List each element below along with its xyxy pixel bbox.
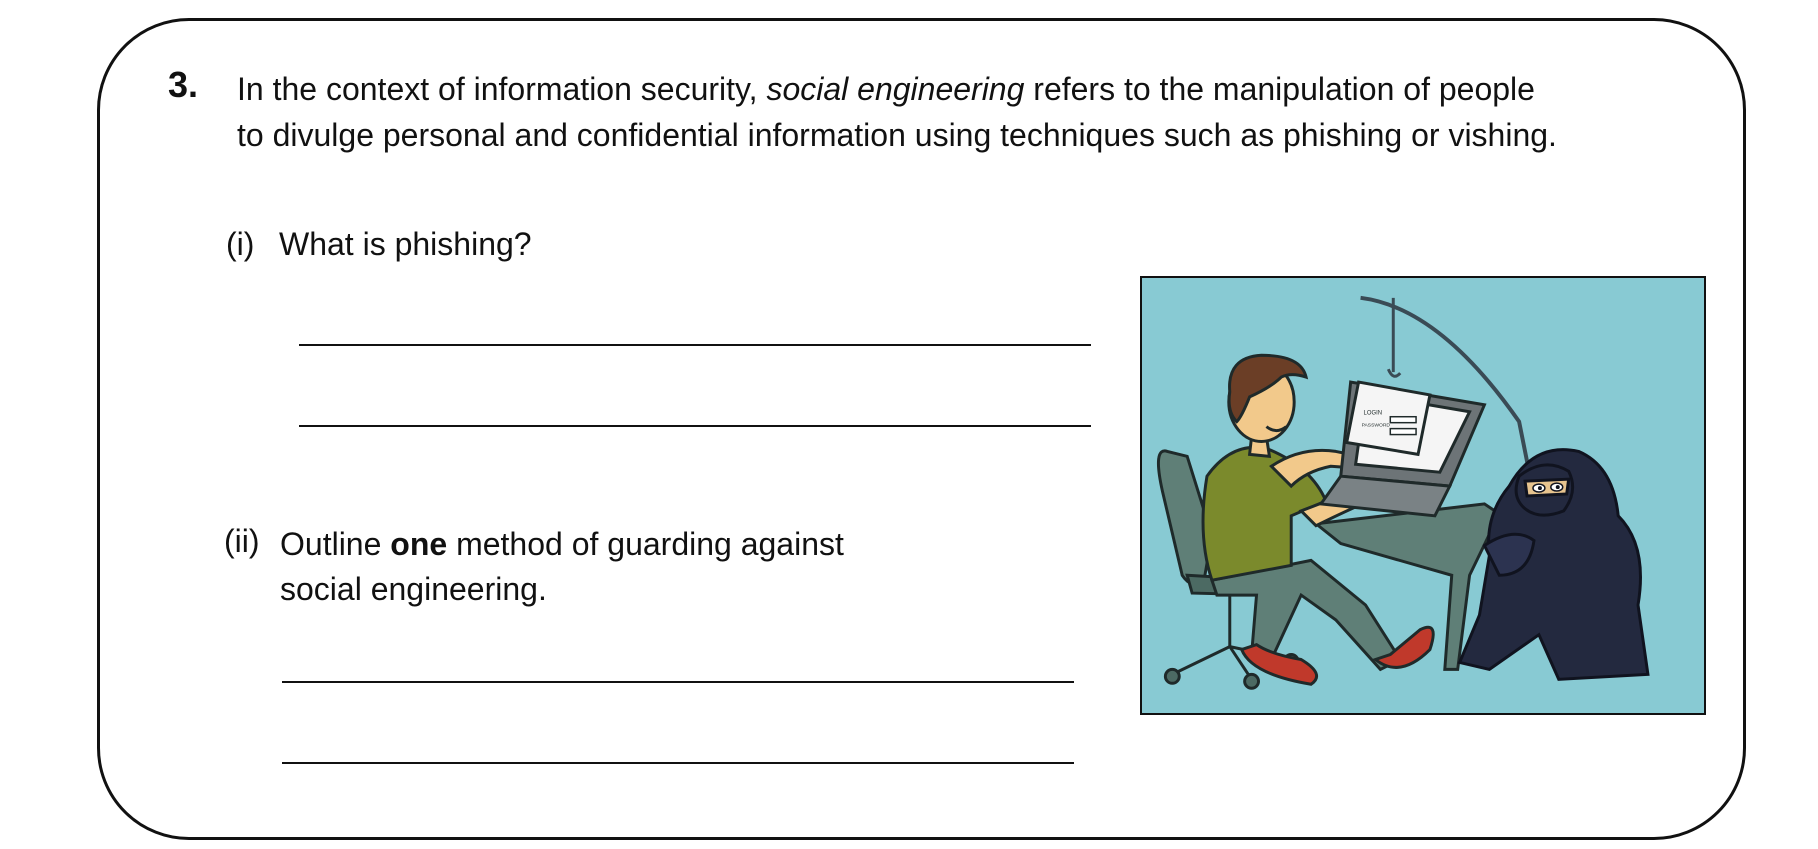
part-ii-text-rest: method of guarding against xyxy=(447,526,844,562)
answer-line-ii-1[interactable] xyxy=(282,681,1074,683)
intro-text-rest: refers to the manipulation of people xyxy=(1024,71,1535,107)
part-ii-label: (ii) xyxy=(224,523,260,559)
answer-line-i-2[interactable] xyxy=(299,425,1091,427)
phishing-scene xyxy=(1142,278,1704,713)
intro-text: In the context of information security, xyxy=(237,71,767,107)
answer-line-ii-2[interactable] xyxy=(282,762,1074,764)
part-ii-question xyxy=(280,522,844,612)
phishing-illustration xyxy=(1140,276,1706,715)
hooded-thief xyxy=(1460,450,1648,680)
password-label: PASSWORD xyxy=(1361,423,1391,429)
part-ii-line-2: social engineering. xyxy=(280,571,547,607)
question-number: 3. xyxy=(168,64,199,105)
intro-line-2: to divulge personal and confidential information using techniques such as phishing or vishing. xyxy=(237,117,1557,153)
password-field xyxy=(1390,429,1416,435)
part-i-label: (i) xyxy=(226,226,255,262)
login-card xyxy=(1347,382,1430,454)
login-label: LOGIN xyxy=(1363,410,1383,417)
answer-line-i-1[interactable] xyxy=(299,344,1091,346)
part-ii-text: Outline xyxy=(280,526,391,562)
login-field xyxy=(1390,417,1416,423)
intro-term: social engineering xyxy=(766,71,1025,107)
question-intro xyxy=(237,66,1667,158)
part-ii-emphasis: one xyxy=(390,526,448,562)
part-i-question: What is phishing? xyxy=(279,226,532,262)
